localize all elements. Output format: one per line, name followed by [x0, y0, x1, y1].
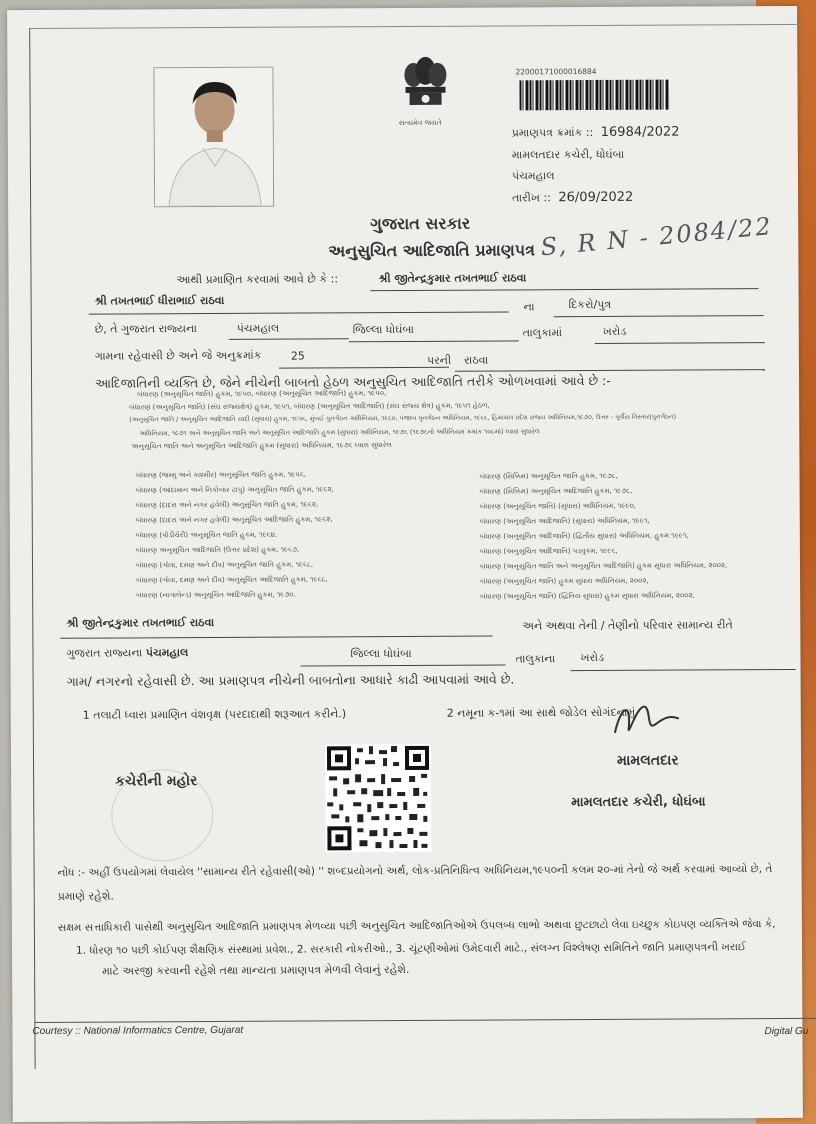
residence-district: પંચમહાલ: [145, 646, 189, 660]
order-right-7: બંધારણ (અનુસૂચિત જાતિ અને અનુસૂચિત આદિજાતિ) હુકમ સુધારા અધિનિયમ, ૨૦૦૨,: [479, 561, 728, 571]
person-name: શ્રી જીતેન્દ્રકુમાર તખતભાઈ રાઠવા: [378, 271, 527, 286]
cert-no-label: પ્રમાણપત્ર ક્રમાંક ::: [511, 126, 594, 140]
designation: મામલતદાર: [616, 752, 679, 769]
father-name: શ્રી તખતભાઈ ધીરાભાઈ રાઠવા: [94, 293, 225, 308]
tribe-text: આદિજાતિની વ્યક્તિ છે, જેને નીચેની બાબતો હેઠળ અનુસુચિત આદિજાતિ તરીકે ઓળખવામાં આવે છે :-: [95, 372, 611, 391]
district-value: પંચમહાલ: [236, 321, 280, 335]
signing-office: મામલતદાર કચેરી, ધોઘંબા: [571, 794, 706, 811]
family-text: અને અથવા તેની / તેણીનો પરિવાર સામાન્ય રીતે: [522, 618, 733, 633]
resident-text: ગામના રહેવાસી છે અને જે અનુક્રમાંક: [94, 348, 262, 363]
upar-label: પરની: [426, 353, 452, 367]
order-right-1: બંધારણ (સિક્કિમ) અનુસૂચિત જાતિ હુકમ, ૧૯૭૮,: [479, 471, 618, 481]
certificate-title: અનુસુચિત આદિજાતિ પ્રમાણપત્ર: [328, 240, 536, 261]
state-label: ગુજરાત રાજ્યના: [66, 646, 143, 660]
residence-taluka-label: તાલુકાના: [515, 652, 556, 666]
barcode-number: 22000171000016884: [515, 66, 597, 77]
order-line-5: અનુસૂચિત જાતિ અને અનુસૂચિત આદિજાતિ હુકમ (સુધારા) અધિનિયમ, ૧૯૭૬ ધ્વારા સુધારેલ: [131, 441, 392, 451]
certificate-page: [7, 6, 809, 1122]
basis-item-2: 2 નમૂના ક-૧માં આ સાથે જોડેલ સોગંદનામું: [446, 705, 636, 720]
note-1b: પ્રમાણે રહેશે.: [57, 889, 114, 903]
national-emblem-icon: [395, 53, 455, 123]
state-text: [66, 646, 188, 661]
order-line-1: બંધારણ (અનુસૂચિત જાતિ) હુકમ, ૧૯૫૦, બંધારણ (અનુસૂચિત આદિજાતિ) હુકમ, ૧૯૫૦,: [137, 389, 387, 399]
date-value: 26/09/2022: [558, 189, 634, 206]
residence-name: શ્રી જીતેન્દ્રકુમાર તખતભાઈ રાઠવા: [66, 616, 215, 630]
note-3b: માટે અરજી કરવાની રહેશે તથા માન્યતા પ્રમાણપત્ર મેળવી લેવાનું રહેશે.: [102, 962, 410, 978]
note-3: 1. ધોરણ ૧૦ પછી કોઈપણ શૈક્ષણિક સંસ્થામાં પ્રવેશ., 2. સરકારી નોકરીઓ., 3. ચૂંટણીઓમાં ઉમેદવારી માટે., સંલગ્ન વિશ્લેષણ સમિતિને જાતિ પ્રમાણપત્રની ખરાઈ: [75, 941, 747, 957]
jilla-text: જિલ્લા: [352, 323, 383, 337]
order-right-5: બંધારણ (અનુસૂચિત આદિજાતિ) (દ્વિતીય સુધારા) અધિનિયમ, હુકમ ૧૯૯૧,: [479, 531, 689, 541]
order-line-2: બંધારણ (અનુસૂચિત જાતિ) (સંઘ રાજ્યક્ષેત્ર) હુકમ, ૧૯૫૧, બંધારણ (અનુસૂચિત આદિજાતિ) (સંઘ રાજ્ય ક્ષેત્ર) હુકમ, ૧૯૫૧ હેઠળ,: [129, 401, 490, 412]
cert-no-value: 16984/2022: [600, 124, 680, 140]
emblem-caption: સત્યમેવ જયતે: [398, 118, 442, 128]
order-left-8: બંધારણ (ગોવા, દમણ અને દીવ) અનુસૂચિત આદિજાતિ હુકમ, ૧૯૬૮,: [136, 575, 328, 585]
order-right-2: બંધારણ (સિક્કિમ) અનુસૂચિત આદિજાતિ હુકમ, ૧૯૭૮,: [479, 486, 633, 496]
order-left-1: બંધારણ (જમ્મુ અને કાશ્મીર) અનુસૂચિત જાતિ હુકમ, ૧૯૫૬,: [135, 470, 307, 480]
order-left-6: બંધારણ અનુસૂચિત આદિજાતિ (ઉત્તર પ્રદેશ) હુકમ, ૧૯૬૭,: [135, 545, 300, 555]
village-value: ખરોડ: [602, 324, 627, 338]
order-line-3: (અનુસૂચિત જાતિ / અનુસૂચિત આદિજાતિ યાદી (સુધારા) હુકમ, ૧૯૫૬, મુંબઈ પુનર્ગઠન અધિનિયમ, ૧૯૬૦, પંજાબ પુનર્ગઠન અધિનિયમ, ૧૯૬૬, હિમાચલ પ્રદેશ રાજ્ય અધિનિયમ,૧૯૭૦, ઉત્તર - પૂર્વીય વિસ્તાર(પુનર્ગઠન): [129, 413, 677, 424]
relation-value: દિકરો/પુત્ર: [568, 297, 612, 312]
order-line-4: અધિનિયમ, ૧૯૭૧ અને અનુસૂચિત જાતિ અને અનુસૂચિત આદિજાતિ હુકમ (સુધારા) અધિનિયમ, ૧૯૭૬ (૧૯૭૬નો અધિનિયમ ક્રમાંક ૧૦૮માં) ધ્વારા સુધારેલ: [139, 427, 540, 438]
serial-number: 25: [290, 349, 305, 363]
courtesy-text: Courtesy :: National Informatics Centre, Gujarat: [32, 1024, 244, 1037]
jilla-label: [353, 323, 414, 337]
signature-icon: [607, 697, 687, 747]
basis-item-1: 1 તલાટી ધ્વારા પ્રમાણિત વંશવૃક્ષ (પરદાદાથી શરૂઆત કરીને.): [82, 707, 347, 722]
government-title: ગુજરાત સરકાર: [370, 213, 471, 234]
order-right-9: બંધારણ (અનુસૂચિત જાતિ) (દ્વિતિય સુધારા) હુકમ સુધારા અધિનિયમ, ૨૦૦૨,: [480, 591, 695, 601]
qr-code[interactable]: [325, 744, 432, 853]
order-right-8: બંધારણ (અનુસૂચિત જાતિ) હુકમ સુધારા અધિનિયમ, ૨૦૦૨,: [480, 576, 649, 586]
state-prefix: છે, તે ગુજરાત રાજ્યના: [94, 322, 197, 336]
certify-intro: આથી પ્રમાણિત કરવામાં આવે છે કે ::: [176, 272, 339, 287]
order-left-7: બંધારણ (ગોવા, દમણ અને દીવ) અનુસૂચિત જાતિ હુકમ, ૧૯૬૮,: [135, 560, 314, 570]
taluka-value: ધોઘંબા: [385, 322, 414, 337]
residence-jilla-label: જિલ્લા: [350, 647, 381, 661]
order-right-3: બંધારણ (અનુસૂચિત જાતિ) (સુધારા) અધિનિયમ, ૧૯૯૦,: [479, 501, 636, 511]
certificate-barcode: [519, 80, 669, 111]
residence-taluka: ધોઘંબા: [383, 646, 412, 661]
residence-village: ખરોડ: [580, 650, 605, 665]
cert-no-row: [512, 125, 680, 141]
taluka-label: તાલુકામાં: [522, 326, 563, 340]
handwritten-reference: S, R N - 2084/22: [539, 211, 774, 262]
order-left-4: બંધારણ (દાદરા અને નગર હવેલી) અનુસૂચિત આદિજાતિ હુકમ, ૧૯૬૨,: [135, 515, 333, 525]
order-left-5: બંધારણ (પોંડીચેરી) અનુસૂચિત જાતિ હુકમ, ૧૯૬૪,: [135, 530, 278, 540]
office-line: મામલતદાર કચેરી, ધોઘંબા: [511, 147, 625, 162]
date-row: [512, 190, 633, 206]
seal-label: કચેરીની મહોર: [115, 773, 198, 790]
applicant-photo: [153, 67, 274, 208]
order-right-4: બંધારણ (અનુસૂચિત આદિજાતિ) (સુધારા) અધિનિયમ, ૧૯૯૧,: [479, 516, 650, 526]
office-seal: [111, 769, 213, 862]
basis-text: ગામ/ નગરનો રહેવાસી છે. આ પ્રમાણપત્ર નીચેની બાબતોના આધારે કાઢી આપવામાં આવે છે.: [66, 671, 515, 689]
note-1: નોંધ :- અહીં ઉપયોગમાં લેવાયેલ ''સામાન્ય રીતે રહેવાસી(ઓ) '' શબ્દપ્રયોગનો અર્થ, લોક-પ્રતિનિધિત્વ અધિનિયમ,૧૯૫૦ની કલમ ૨૦-માં તેનો જે અર્થ કરવામાં આવ્યો છે, તે: [57, 863, 773, 879]
note-2: સક્ષમ સત્તાધિકારી પાસેથી અનુસુચિત આદિજાતિ પ્રમાણપત્ર મેળવ્યા પછી અનુસુચિત આદિજાતિઓએ ઉપલબ્ધ લાભો અથવા છુટછાટો લેવા ઇચ્છુક કોઇપણ વ્યક્તિએ જેવા કે,: [57, 918, 776, 934]
residence-jilla: [350, 647, 411, 661]
na-label: ના: [523, 300, 535, 314]
order-left-2: બંધારણ (આંદામાન અને નિકોબાર ટાપુ) અનુસૂચિત જાતિ હુકમ, ૧૯૬૨,: [135, 485, 334, 495]
order-left-9: બંધારણ (નાગાલેન્ડ) અનુસૂચિત આદિજાતિ હુકમ, ૧૯૭૦.: [136, 590, 296, 600]
order-left-3: બંધારણ (દાદરા અને નગર હવેલી) અનુસૂચિત જાતિ હુકમ, ૧૯૬૨,: [135, 500, 319, 510]
order-right-6: બંધારણ (અનુસૂચિત આદિજાતિ) પડવુકમ, ૧૯૯૬,: [479, 546, 618, 556]
tribe-value: રાઠવા: [463, 353, 489, 367]
header-district: પંચમહાલ: [511, 169, 555, 183]
digital-gujarat-text: Digital Gu: [764, 1025, 809, 1038]
date-label: તારીખ ::: [512, 191, 551, 205]
